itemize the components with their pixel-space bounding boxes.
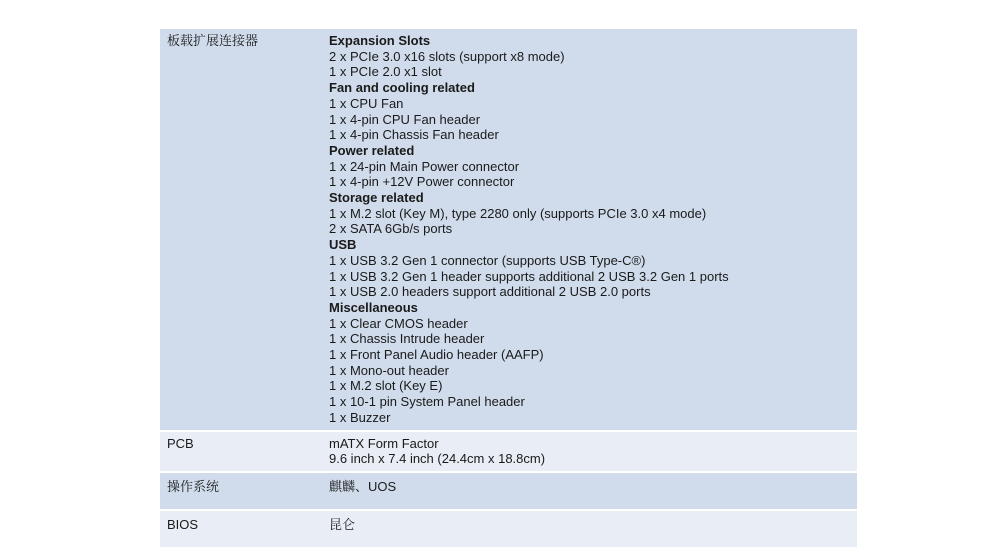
value-line: 昆仑	[329, 516, 356, 532]
spec-row-pcb	[160, 430, 857, 471]
group-heading: Miscellaneous	[329, 299, 418, 315]
group-item: 1 x M.2 slot (Key M), type 2280 only (supports PCIe 3.0 x4 mode)	[329, 205, 707, 221]
row-label: 操作系统	[160, 471, 317, 509]
group-item: 1 x 4-pin +12V Power connector	[329, 174, 515, 190]
group-item: 1 x Chassis Intrude header	[329, 331, 485, 347]
group-item: 1 x USB 2.0 headers support additional 2 USB 2.0 ports	[329, 284, 651, 300]
group-item: 1 x 4-pin CPU Fan header	[329, 111, 481, 127]
row-label: PCB	[160, 430, 317, 471]
group-item: 1 x USB 3.2 Gen 1 header supports additional 2 USB 3.2 Gen 1 ports	[329, 268, 729, 284]
row-value	[317, 430, 857, 471]
group-heading: Power related	[329, 142, 415, 158]
group-item: 1 x Buzzer	[329, 409, 391, 425]
group-item: 1 x Mono-out header	[329, 362, 449, 378]
group-item: 1 x USB 3.2 Gen 1 connector (supports USB Type-C®)	[329, 252, 646, 268]
spec-row-os	[160, 471, 857, 509]
row-label: BIOS	[160, 509, 317, 547]
group-item: 1 x Clear CMOS header	[329, 315, 468, 331]
spec-row-bios	[160, 509, 857, 547]
group-item: 1 x M.2 slot (Key E)	[329, 378, 443, 394]
spec-row-onboard-connectors	[160, 29, 857, 430]
row-value	[317, 29, 857, 430]
value-line: mATX Form Factor	[329, 435, 439, 451]
group-item: 1 x 24-pin Main Power connector	[329, 158, 520, 174]
group-item: 2 x SATA 6Gb/s ports	[329, 221, 453, 237]
row-label: 板载扩展连接器	[160, 29, 317, 430]
spec-table	[160, 29, 857, 547]
group-item: 1 x 4-pin Chassis Fan header	[329, 127, 499, 143]
group-heading: Storage related	[329, 190, 424, 206]
value-line: 9.6 inch x 7.4 inch (24.4cm x 18.8cm)	[329, 451, 546, 467]
value-line: 麒麟、UOS	[329, 478, 397, 494]
group-item: 1 x CPU Fan	[329, 95, 404, 111]
row-value	[317, 509, 857, 547]
group-item: 1 x 10-1 pin System Panel header	[329, 394, 525, 410]
group-heading: USB	[329, 237, 357, 253]
group-item: 2 x PCIe 3.0 x16 slots (support x8 mode)	[329, 48, 565, 64]
group-item: 1 x Front Panel Audio header (AAFP)	[329, 347, 544, 363]
group-item: 1 x PCIe 2.0 x1 slot	[329, 64, 442, 80]
row-value	[317, 471, 857, 509]
group-heading: Fan and cooling related	[329, 80, 475, 96]
group-heading: Expansion Slots	[329, 33, 431, 48]
